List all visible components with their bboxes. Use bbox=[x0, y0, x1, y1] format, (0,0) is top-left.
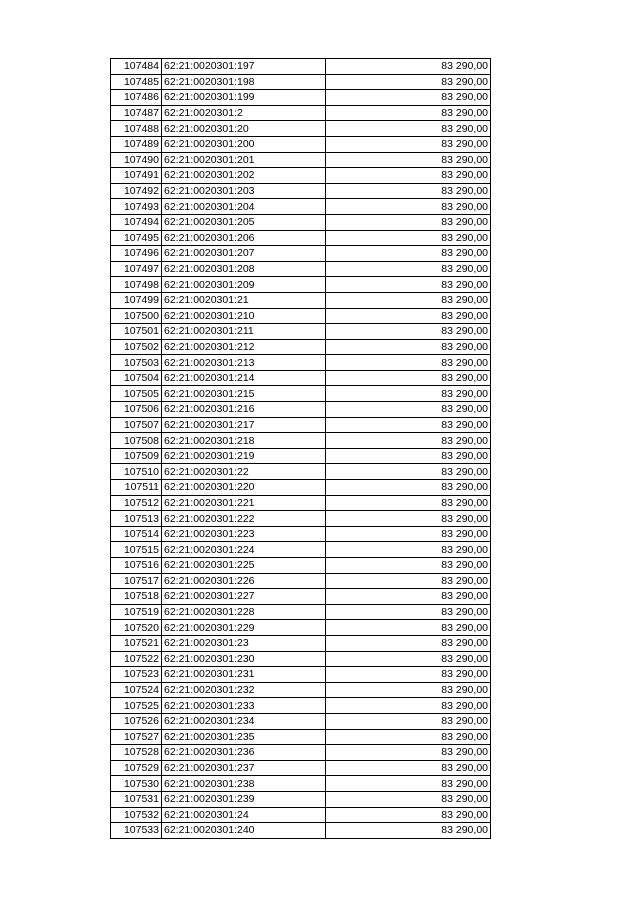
table-row bbox=[111, 667, 491, 683]
value-cell: 83 290,00 bbox=[326, 604, 491, 620]
cadastral-number-cell: 62:21:0020301:23 bbox=[162, 635, 326, 651]
row-id-cell: 107503 bbox=[111, 355, 162, 371]
row-id-cell: 107506 bbox=[111, 402, 162, 418]
row-id-cell: 107519 bbox=[111, 604, 162, 620]
table-row bbox=[111, 214, 491, 230]
row-id-cell: 107509 bbox=[111, 448, 162, 464]
row-id-cell: 107486 bbox=[111, 90, 162, 106]
cadastral-number-cell: 62:21:0020301:216 bbox=[162, 402, 326, 418]
row-id-cell: 107495 bbox=[111, 230, 162, 246]
cadastral-number-cell: 62:21:0020301:230 bbox=[162, 651, 326, 667]
value-cell: 83 290,00 bbox=[326, 791, 491, 807]
value-cell: 83 290,00 bbox=[326, 651, 491, 667]
table-row bbox=[111, 277, 491, 293]
table-row bbox=[111, 807, 491, 823]
value-cell: 83 290,00 bbox=[326, 199, 491, 215]
row-id-cell: 107520 bbox=[111, 620, 162, 636]
value-cell: 83 290,00 bbox=[326, 90, 491, 106]
row-id-cell: 107499 bbox=[111, 292, 162, 308]
cadastral-number-cell: 62:21:0020301:205 bbox=[162, 214, 326, 230]
table-row bbox=[111, 121, 491, 137]
cadastral-number-cell: 62:21:0020301:239 bbox=[162, 791, 326, 807]
cadastral-number-cell: 62:21:0020301:214 bbox=[162, 370, 326, 386]
value-cell: 83 290,00 bbox=[326, 807, 491, 823]
row-id-cell: 107502 bbox=[111, 339, 162, 355]
table-row bbox=[111, 573, 491, 589]
table-row bbox=[111, 542, 491, 558]
table-row bbox=[111, 355, 491, 371]
row-id-cell: 107529 bbox=[111, 760, 162, 776]
table-row bbox=[111, 90, 491, 106]
row-id-cell: 107531 bbox=[111, 791, 162, 807]
table-row bbox=[111, 635, 491, 651]
value-cell: 83 290,00 bbox=[326, 682, 491, 698]
row-id-cell: 107516 bbox=[111, 558, 162, 574]
table-row bbox=[111, 292, 491, 308]
value-cell: 83 290,00 bbox=[326, 480, 491, 496]
value-cell: 83 290,00 bbox=[326, 355, 491, 371]
row-id-cell: 107493 bbox=[111, 199, 162, 215]
row-id-cell: 107523 bbox=[111, 667, 162, 683]
cadastral-number-cell: 62:21:0020301:199 bbox=[162, 90, 326, 106]
value-cell: 83 290,00 bbox=[326, 417, 491, 433]
value-cell: 83 290,00 bbox=[326, 823, 491, 839]
cadastral-number-cell: 62:21:0020301:20 bbox=[162, 121, 326, 137]
value-cell: 83 290,00 bbox=[326, 776, 491, 792]
table-row bbox=[111, 651, 491, 667]
value-cell: 83 290,00 bbox=[326, 308, 491, 324]
cadastral-number-cell: 62:21:0020301:215 bbox=[162, 386, 326, 402]
table-row bbox=[111, 74, 491, 90]
cadastral-number-cell: 62:21:0020301:197 bbox=[162, 59, 326, 75]
cadastral-number-cell: 62:21:0020301:222 bbox=[162, 511, 326, 527]
table-row bbox=[111, 59, 491, 75]
value-cell: 83 290,00 bbox=[326, 324, 491, 340]
row-id-cell: 107496 bbox=[111, 246, 162, 262]
row-id-cell: 107494 bbox=[111, 214, 162, 230]
cadastral-number-cell: 62:21:0020301:226 bbox=[162, 573, 326, 589]
cadastral-number-cell: 62:21:0020301:203 bbox=[162, 183, 326, 199]
cadastral-number-cell: 62:21:0020301:204 bbox=[162, 199, 326, 215]
table-row bbox=[111, 480, 491, 496]
row-id-cell: 107527 bbox=[111, 729, 162, 745]
value-cell: 83 290,00 bbox=[326, 121, 491, 137]
cadastral-number-cell: 62:21:0020301:236 bbox=[162, 745, 326, 761]
table-row bbox=[111, 698, 491, 714]
row-id-cell: 107498 bbox=[111, 277, 162, 293]
row-id-cell: 107514 bbox=[111, 526, 162, 542]
cadastral-number-cell: 62:21:0020301:240 bbox=[162, 823, 326, 839]
row-id-cell: 107515 bbox=[111, 542, 162, 558]
table-row bbox=[111, 261, 491, 277]
value-cell: 83 290,00 bbox=[326, 261, 491, 277]
value-cell: 83 290,00 bbox=[326, 74, 491, 90]
value-cell: 83 290,00 bbox=[326, 370, 491, 386]
row-id-cell: 107532 bbox=[111, 807, 162, 823]
table-row bbox=[111, 324, 491, 340]
row-id-cell: 107490 bbox=[111, 152, 162, 168]
data-table bbox=[110, 58, 491, 839]
value-cell: 83 290,00 bbox=[326, 386, 491, 402]
row-id-cell: 107485 bbox=[111, 74, 162, 90]
value-cell: 83 290,00 bbox=[326, 152, 491, 168]
table-row bbox=[111, 105, 491, 121]
cadastral-number-cell: 62:21:0020301:200 bbox=[162, 136, 326, 152]
value-cell: 83 290,00 bbox=[326, 214, 491, 230]
table-row bbox=[111, 230, 491, 246]
table-row bbox=[111, 136, 491, 152]
table-row bbox=[111, 791, 491, 807]
row-id-cell: 107491 bbox=[111, 168, 162, 184]
table-row bbox=[111, 495, 491, 511]
cadastral-number-cell: 62:21:0020301:228 bbox=[162, 604, 326, 620]
value-cell: 83 290,00 bbox=[326, 573, 491, 589]
row-id-cell: 107517 bbox=[111, 573, 162, 589]
value-cell: 83 290,00 bbox=[326, 292, 491, 308]
value-cell: 83 290,00 bbox=[326, 105, 491, 121]
table-row bbox=[111, 511, 491, 527]
cadastral-number-cell: 62:21:0020301:206 bbox=[162, 230, 326, 246]
cadastral-number-cell: 62:21:0020301:21 bbox=[162, 292, 326, 308]
row-id-cell: 107507 bbox=[111, 417, 162, 433]
row-id-cell: 107526 bbox=[111, 713, 162, 729]
cadastral-number-cell: 62:21:0020301:217 bbox=[162, 417, 326, 433]
table-row bbox=[111, 464, 491, 480]
value-cell: 83 290,00 bbox=[326, 495, 491, 511]
value-cell: 83 290,00 bbox=[326, 542, 491, 558]
row-id-cell: 107533 bbox=[111, 823, 162, 839]
cadastral-number-cell: 62:21:0020301:211 bbox=[162, 324, 326, 340]
table-row bbox=[111, 589, 491, 605]
value-cell: 83 290,00 bbox=[326, 168, 491, 184]
cadastral-number-cell: 62:21:0020301:212 bbox=[162, 339, 326, 355]
table-row bbox=[111, 526, 491, 542]
cadastral-number-cell: 62:21:0020301:208 bbox=[162, 261, 326, 277]
value-cell: 83 290,00 bbox=[326, 635, 491, 651]
table-row bbox=[111, 729, 491, 745]
value-cell: 83 290,00 bbox=[326, 402, 491, 418]
value-cell: 83 290,00 bbox=[326, 667, 491, 683]
cadastral-number-cell: 62:21:0020301:224 bbox=[162, 542, 326, 558]
value-cell: 83 290,00 bbox=[326, 464, 491, 480]
cadastral-number-cell: 62:21:0020301:221 bbox=[162, 495, 326, 511]
table-row bbox=[111, 246, 491, 262]
row-id-cell: 107524 bbox=[111, 682, 162, 698]
cadastral-number-cell: 62:21:0020301:225 bbox=[162, 558, 326, 574]
row-id-cell: 107489 bbox=[111, 136, 162, 152]
row-id-cell: 107530 bbox=[111, 776, 162, 792]
value-cell: 83 290,00 bbox=[326, 433, 491, 449]
cadastral-number-cell: 62:21:0020301:207 bbox=[162, 246, 326, 262]
value-cell: 83 290,00 bbox=[326, 277, 491, 293]
table-row bbox=[111, 183, 491, 199]
table-row bbox=[111, 620, 491, 636]
value-cell: 83 290,00 bbox=[326, 183, 491, 199]
cadastral-number-cell: 62:21:0020301:201 bbox=[162, 152, 326, 168]
cadastral-number-cell: 62:21:0020301:223 bbox=[162, 526, 326, 542]
table-row bbox=[111, 558, 491, 574]
table-row bbox=[111, 713, 491, 729]
table-row bbox=[111, 760, 491, 776]
table-row bbox=[111, 823, 491, 839]
value-cell: 83 290,00 bbox=[326, 59, 491, 75]
cadastral-number-cell: 62:21:0020301:218 bbox=[162, 433, 326, 449]
value-cell: 83 290,00 bbox=[326, 729, 491, 745]
value-cell: 83 290,00 bbox=[326, 589, 491, 605]
cadastral-number-cell: 62:21:0020301:232 bbox=[162, 682, 326, 698]
cadastral-number-cell: 62:21:0020301:24 bbox=[162, 807, 326, 823]
cadastral-number-cell: 62:21:0020301:238 bbox=[162, 776, 326, 792]
row-id-cell: 107528 bbox=[111, 745, 162, 761]
table-row bbox=[111, 448, 491, 464]
value-cell: 83 290,00 bbox=[326, 745, 491, 761]
table-row bbox=[111, 682, 491, 698]
value-cell: 83 290,00 bbox=[326, 246, 491, 262]
cadastral-number-cell: 62:21:0020301:2 bbox=[162, 105, 326, 121]
cadastral-number-cell: 62:21:0020301:231 bbox=[162, 667, 326, 683]
row-id-cell: 107492 bbox=[111, 183, 162, 199]
cadastral-number-cell: 62:21:0020301:229 bbox=[162, 620, 326, 636]
table-row bbox=[111, 386, 491, 402]
value-cell: 83 290,00 bbox=[326, 760, 491, 776]
cadastral-number-cell: 62:21:0020301:22 bbox=[162, 464, 326, 480]
cadastral-number-cell: 62:21:0020301:210 bbox=[162, 308, 326, 324]
row-id-cell: 107522 bbox=[111, 651, 162, 667]
row-id-cell: 107518 bbox=[111, 589, 162, 605]
table-row bbox=[111, 402, 491, 418]
row-id-cell: 107504 bbox=[111, 370, 162, 386]
row-id-cell: 107510 bbox=[111, 464, 162, 480]
row-id-cell: 107511 bbox=[111, 480, 162, 496]
cadastral-number-cell: 62:21:0020301:237 bbox=[162, 760, 326, 776]
cadastral-number-cell: 62:21:0020301:233 bbox=[162, 698, 326, 714]
row-id-cell: 107488 bbox=[111, 121, 162, 137]
table-row bbox=[111, 199, 491, 215]
value-cell: 83 290,00 bbox=[326, 526, 491, 542]
value-cell: 83 290,00 bbox=[326, 136, 491, 152]
row-id-cell: 107484 bbox=[111, 59, 162, 75]
row-id-cell: 107505 bbox=[111, 386, 162, 402]
value-cell: 83 290,00 bbox=[326, 230, 491, 246]
value-cell: 83 290,00 bbox=[326, 698, 491, 714]
cadastral-number-cell: 62:21:0020301:227 bbox=[162, 589, 326, 605]
value-cell: 83 290,00 bbox=[326, 558, 491, 574]
table-row bbox=[111, 417, 491, 433]
value-cell: 83 290,00 bbox=[326, 713, 491, 729]
cadastral-number-cell: 62:21:0020301:219 bbox=[162, 448, 326, 464]
row-id-cell: 107497 bbox=[111, 261, 162, 277]
row-id-cell: 107513 bbox=[111, 511, 162, 527]
table-row bbox=[111, 152, 491, 168]
value-cell: 83 290,00 bbox=[326, 448, 491, 464]
row-id-cell: 107500 bbox=[111, 308, 162, 324]
cadastral-number-cell: 62:21:0020301:213 bbox=[162, 355, 326, 371]
table-row bbox=[111, 339, 491, 355]
table-row bbox=[111, 776, 491, 792]
row-id-cell: 107508 bbox=[111, 433, 162, 449]
table-body bbox=[111, 59, 491, 839]
table-row bbox=[111, 745, 491, 761]
cadastral-number-cell: 62:21:0020301:209 bbox=[162, 277, 326, 293]
cadastral-number-cell: 62:21:0020301:198 bbox=[162, 74, 326, 90]
cadastral-number-cell: 62:21:0020301:220 bbox=[162, 480, 326, 496]
value-cell: 83 290,00 bbox=[326, 511, 491, 527]
table-row bbox=[111, 308, 491, 324]
table-row bbox=[111, 433, 491, 449]
row-id-cell: 107501 bbox=[111, 324, 162, 340]
row-id-cell: 107487 bbox=[111, 105, 162, 121]
value-cell: 83 290,00 bbox=[326, 339, 491, 355]
table-row bbox=[111, 370, 491, 386]
value-cell: 83 290,00 bbox=[326, 620, 491, 636]
table-row bbox=[111, 604, 491, 620]
cadastral-number-cell: 62:21:0020301:202 bbox=[162, 168, 326, 184]
row-id-cell: 107512 bbox=[111, 495, 162, 511]
row-id-cell: 107521 bbox=[111, 635, 162, 651]
row-id-cell: 107525 bbox=[111, 698, 162, 714]
cadastral-number-cell: 62:21:0020301:235 bbox=[162, 729, 326, 745]
cadastral-number-cell: 62:21:0020301:234 bbox=[162, 713, 326, 729]
table-row bbox=[111, 168, 491, 184]
